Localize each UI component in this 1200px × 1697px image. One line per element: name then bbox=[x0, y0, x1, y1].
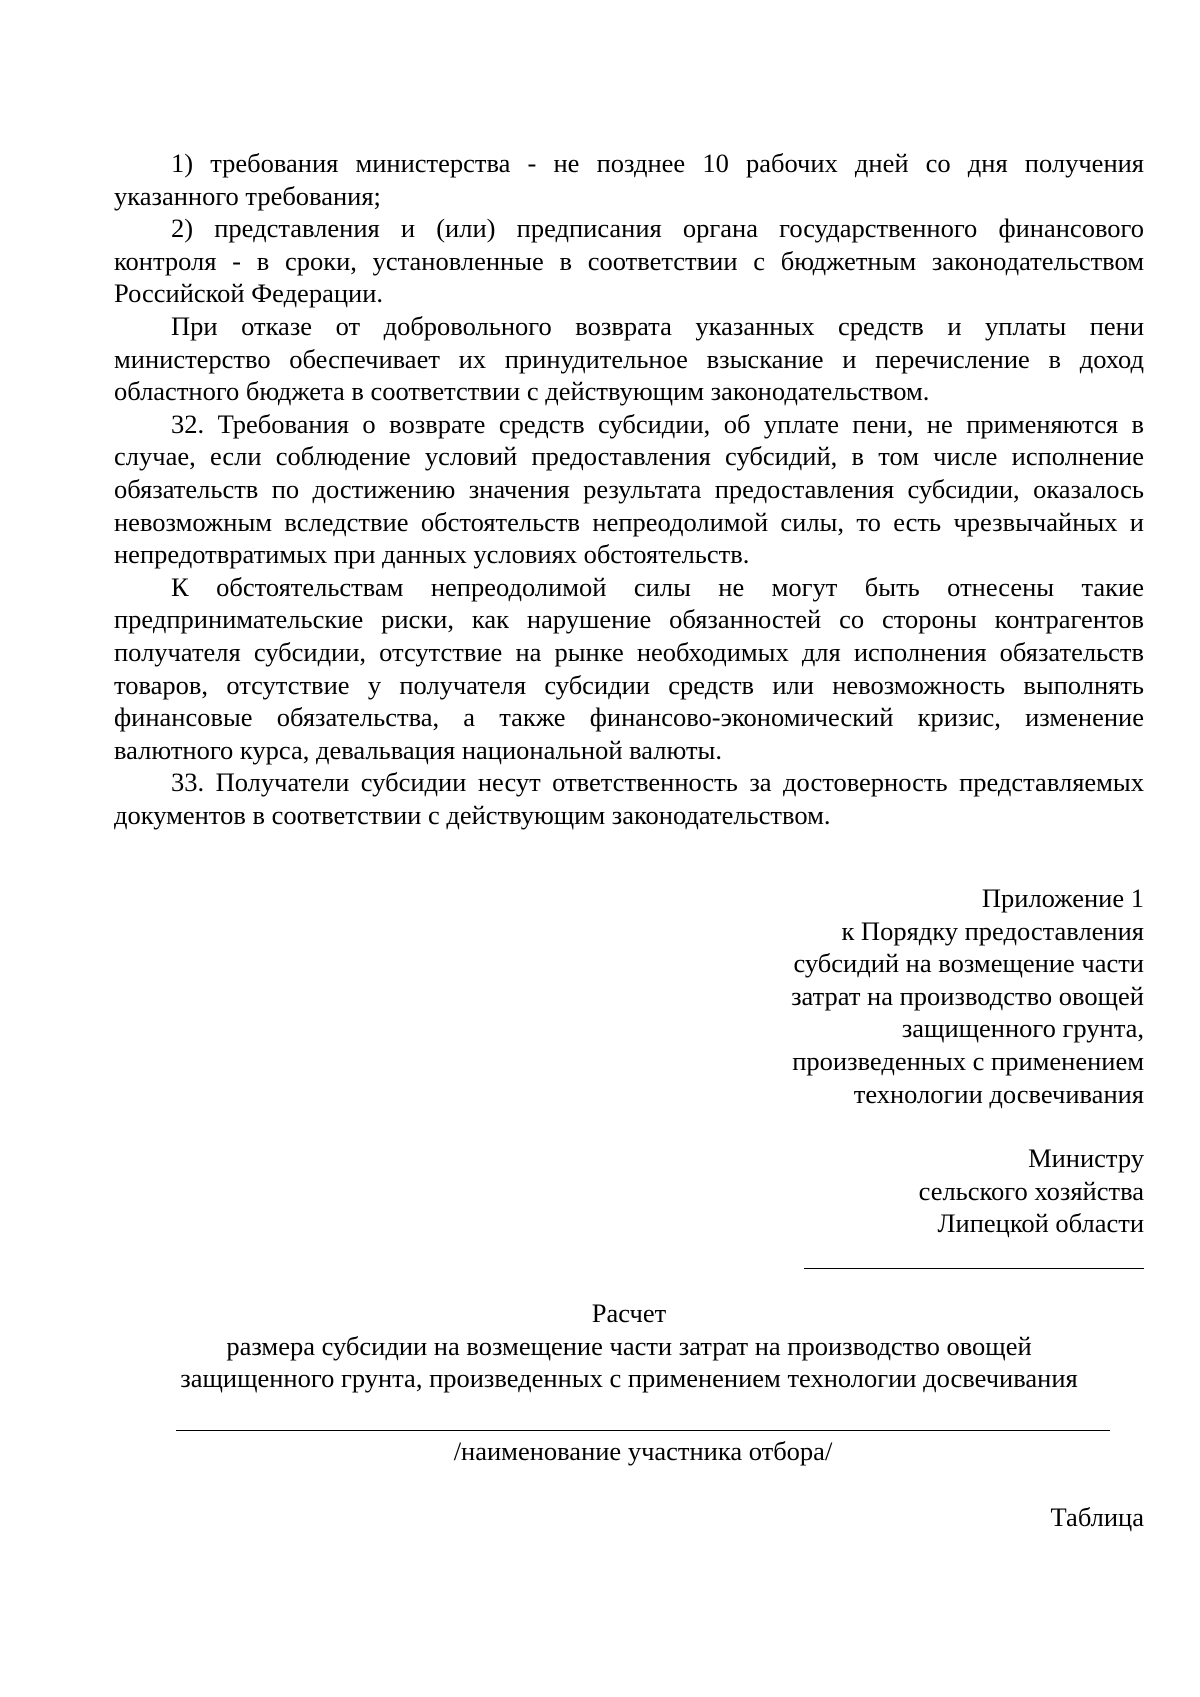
annex-line: произведенных с применением bbox=[792, 1045, 1144, 1076]
annex-reference bbox=[791, 882, 1144, 1110]
addressee-line: Министру bbox=[1028, 1143, 1144, 1174]
paragraph: К обстоятельствам непреодолимой силы не могут быть отнесены такие предпринимательские риски, как нарушение обязанностей со стороны контрагентов получателя субсидии, отсутствие на рынке необходимых для исполнения обязательств товаров, отсутствие у получателя субсидии средств или невозможность выполнять финансовые обязательства, а также финансово-экономический кризис, изменение валютного курса, девальвация национальной валюты. bbox=[114, 571, 1144, 765]
addressee bbox=[791, 1142, 1144, 1240]
paragraph: 32. Требования о возврате средств субсидии, об уплате пени, не применяются в случае, если соблюдение условий предоставления субсидий, в том числе исполнение обязательств по достижению значения результата предоставления субсидии, оказалось невозможным вследствие обстоятельств непреодолимой силы, то есть чрезвычайных и непредотвратимых при данных условиях обстоятельств. bbox=[114, 408, 1144, 570]
title-line: размера субсидии на возмещение части затрат на производство овощей bbox=[226, 1330, 1032, 1361]
annex-line: Приложение 1 bbox=[981, 883, 1144, 913]
participant-caption: /наименование участника отбора/ bbox=[453, 1436, 833, 1466]
paragraph: При отказе от добровольного возврата указанных средств и уплаты пени министерство обеспечивает их принудительное взыскание и перечисление в доход областного бюджета в соответствии с действующим законодательством. bbox=[114, 310, 1144, 407]
paragraph: 33. Получатели субсидии несут ответственность за достоверность представляемых документов в соответствии с действующим законодательством. bbox=[114, 767, 1144, 830]
annex-line: затрат на производство овощей bbox=[791, 980, 1144, 1011]
document-title bbox=[0, 1297, 1200, 1395]
addressee-signature-line bbox=[804, 1268, 1144, 1269]
addressee-line: сельского хозяйства bbox=[918, 1175, 1144, 1206]
title-heading: Расчет bbox=[591, 1298, 667, 1328]
annex-line: к Порядку предоставления bbox=[841, 915, 1144, 946]
annex-line: субсидий на возмещение части bbox=[793, 948, 1144, 979]
addressee-line: Липецкой области bbox=[937, 1208, 1144, 1239]
annex-header bbox=[791, 882, 1144, 1272]
participant-name-line bbox=[176, 1430, 1110, 1431]
table-label: Таблица bbox=[1050, 1502, 1144, 1532]
body-text bbox=[114, 147, 1144, 831]
paragraph: 1) требования министерства - не позднее 10 рабочих дней со дня получения указанного требования; bbox=[114, 148, 1144, 211]
title-line: защищенного грунта, произведенных с применением технологии досвечивания bbox=[180, 1363, 1078, 1394]
annex-line: защищенного грунта, bbox=[901, 1013, 1144, 1044]
annex-line: технологии досвечивания bbox=[853, 1078, 1144, 1109]
paragraph: 2) представления и (или) предписания органа государственного финансового контроля - в сроки, установленные в соответствии с бюджетным законодательством Российской Федерации. bbox=[114, 213, 1144, 309]
